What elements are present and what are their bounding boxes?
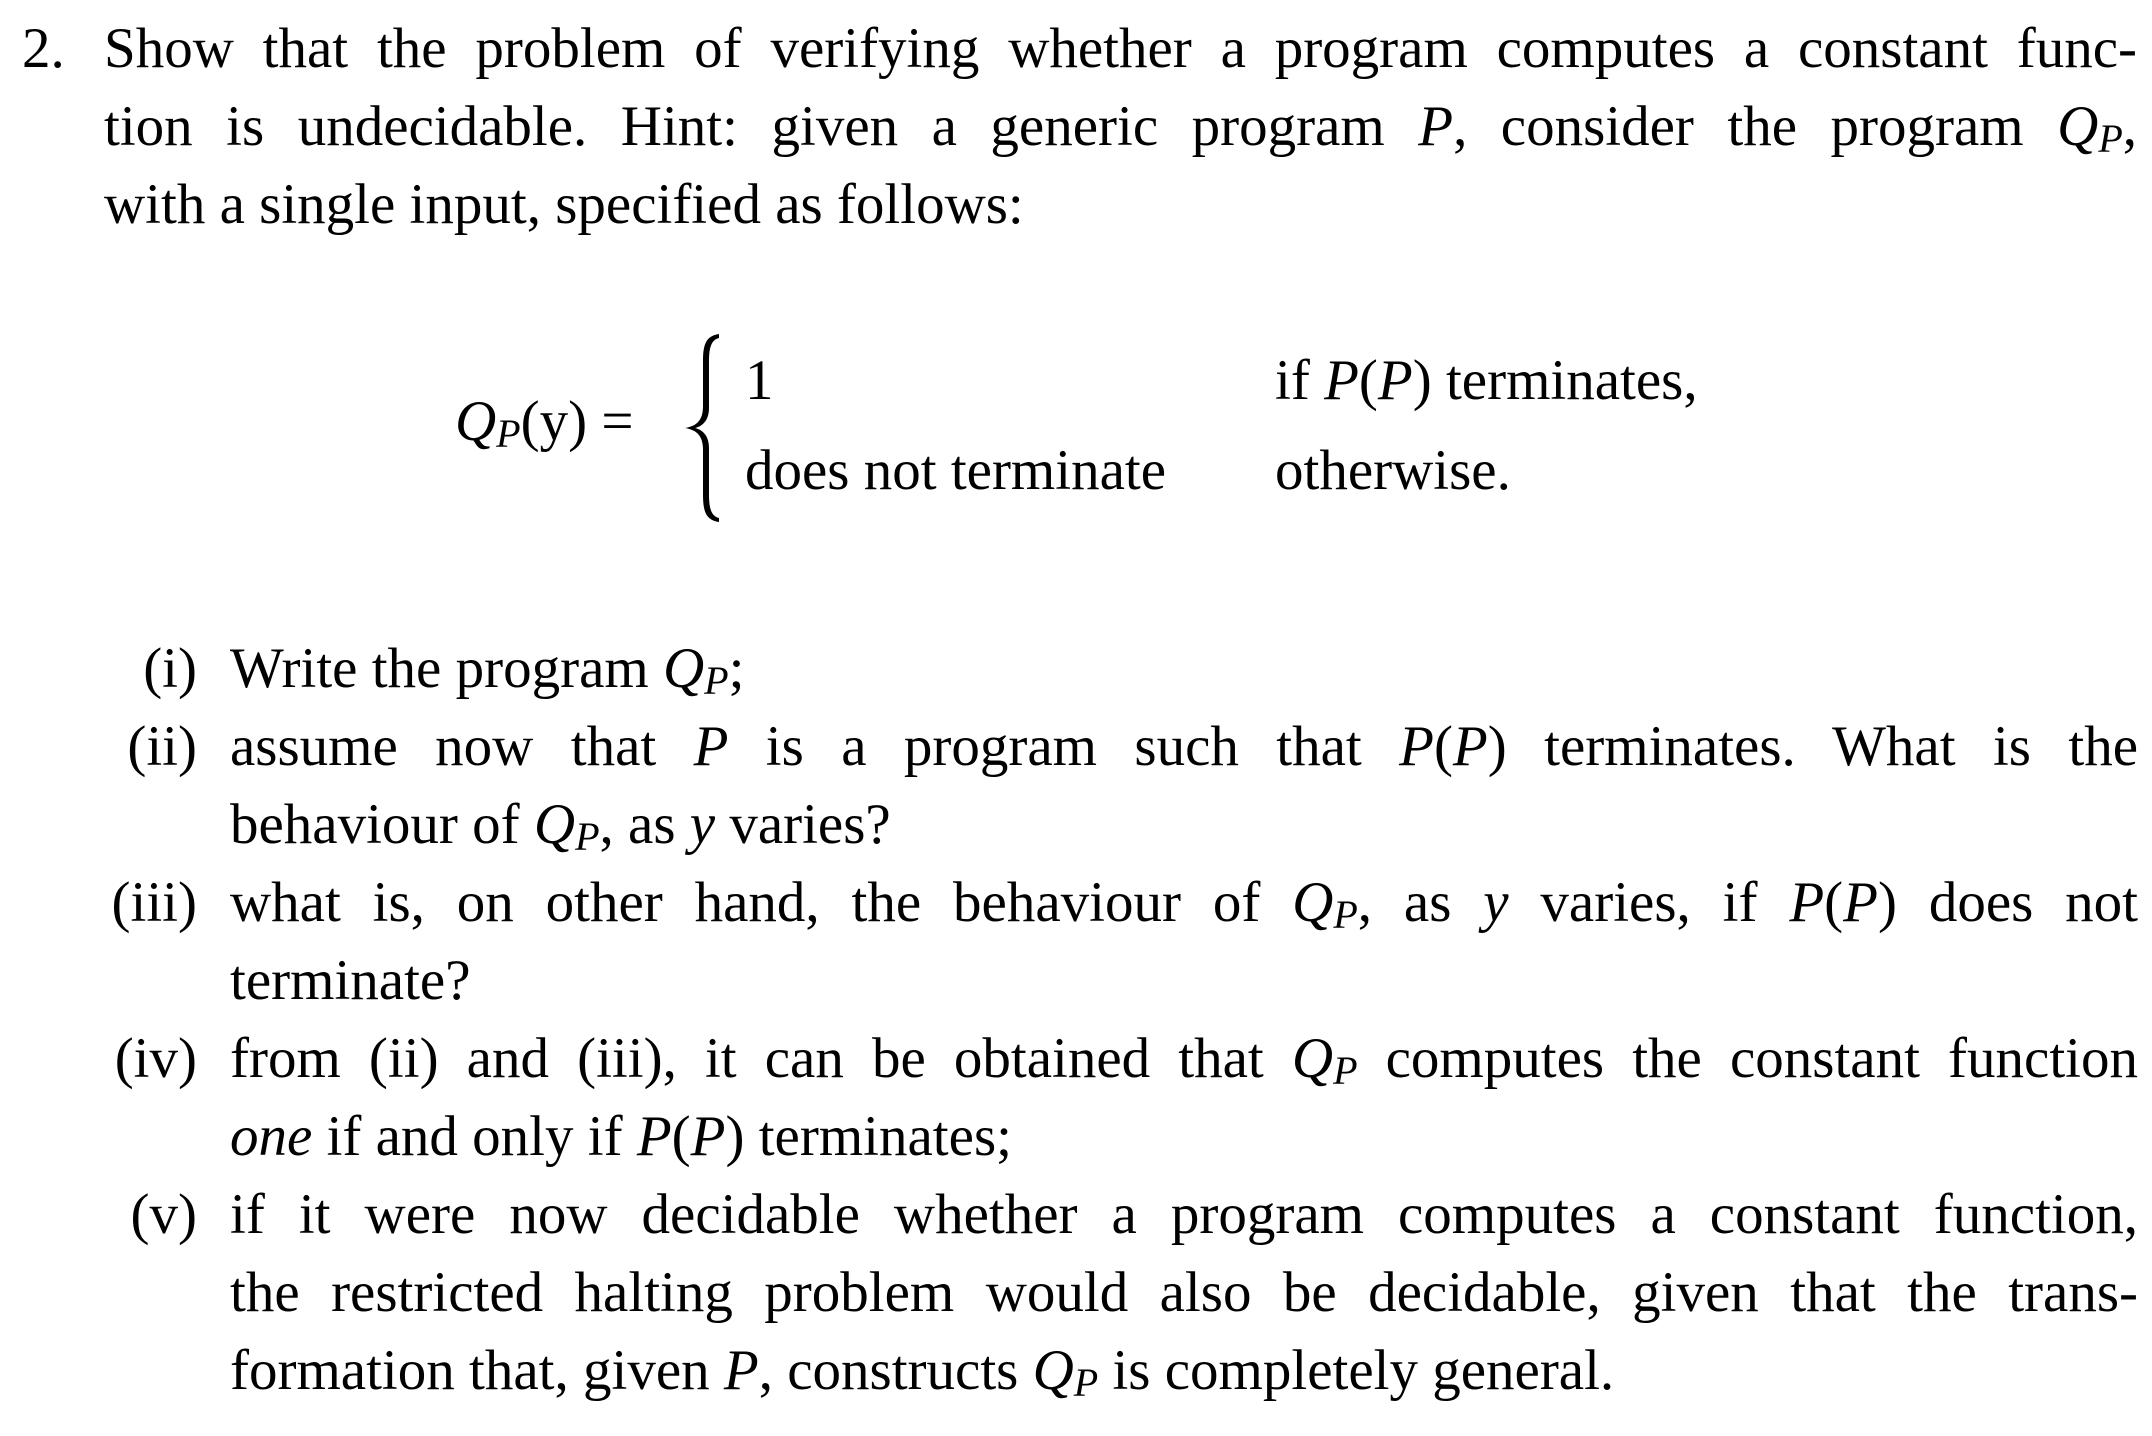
subquestion-ii xyxy=(0,708,2152,864)
problem-2 xyxy=(22,10,2137,244)
case-2-value: does not terminate xyxy=(745,439,1167,502)
subquestion-iv xyxy=(0,1020,2152,1176)
problem-statement xyxy=(104,10,2137,244)
equation-lhs: $Q_P(y)$ = xyxy=(455,390,634,457)
subquestion-text: assume now that P is a program such that P(P) terminates. What is the behaviour of $Q_P$, as y varies? xyxy=(230,715,2138,860)
case-1-value: 1 xyxy=(745,349,774,412)
subquestion-iii xyxy=(0,864,2152,1020)
case-2-condition: otherwise. xyxy=(1275,439,1511,502)
subquestion-text: from (ii) and (iii), it can be obtained that $Q_P$ computes the constant function one if and only if P(P) terminates; xyxy=(230,1027,2138,1168)
subquestion-label: (v) xyxy=(130,1183,197,1246)
subquestion-text: Write the program $Q_P$; xyxy=(230,637,745,704)
intro-line-1: Show that the problem of verifying whether a program computes a constant func- xyxy=(104,17,2137,80)
case-1-condition: if P(P) terminates, xyxy=(1275,349,1698,412)
subquestion-label: (iv) xyxy=(114,1027,197,1090)
left-brace-icon xyxy=(675,328,735,528)
subquestion-text: if it were now decidable whether a program computes a constant function, the restricted halting problem would also be decidable, given that the trans- formation that, given P, constructs $Q_P$ is completely general. xyxy=(230,1183,2138,1406)
subquestion-label: (ii) xyxy=(127,715,197,778)
subquestion-v xyxy=(0,1176,2152,1410)
display-equation xyxy=(455,328,1855,528)
subquestion-text: what is, on other hand, the behaviour of $Q_P$, as y varies, if P(P) does not terminate? xyxy=(230,871,2138,1012)
subquestion-i xyxy=(0,630,2152,708)
subquestion-label: (iii) xyxy=(111,871,197,934)
intro-line-2: tion is undecidable. Hint: given a generic program P, consider the program $Q_P$, xyxy=(104,95,2137,162)
subquestion-label: (i) xyxy=(143,637,197,700)
subquestion-list xyxy=(0,630,2152,1410)
intro-line-3: with a single input, specified as follows: xyxy=(104,173,1024,236)
problem-number: 2. xyxy=(22,17,65,80)
